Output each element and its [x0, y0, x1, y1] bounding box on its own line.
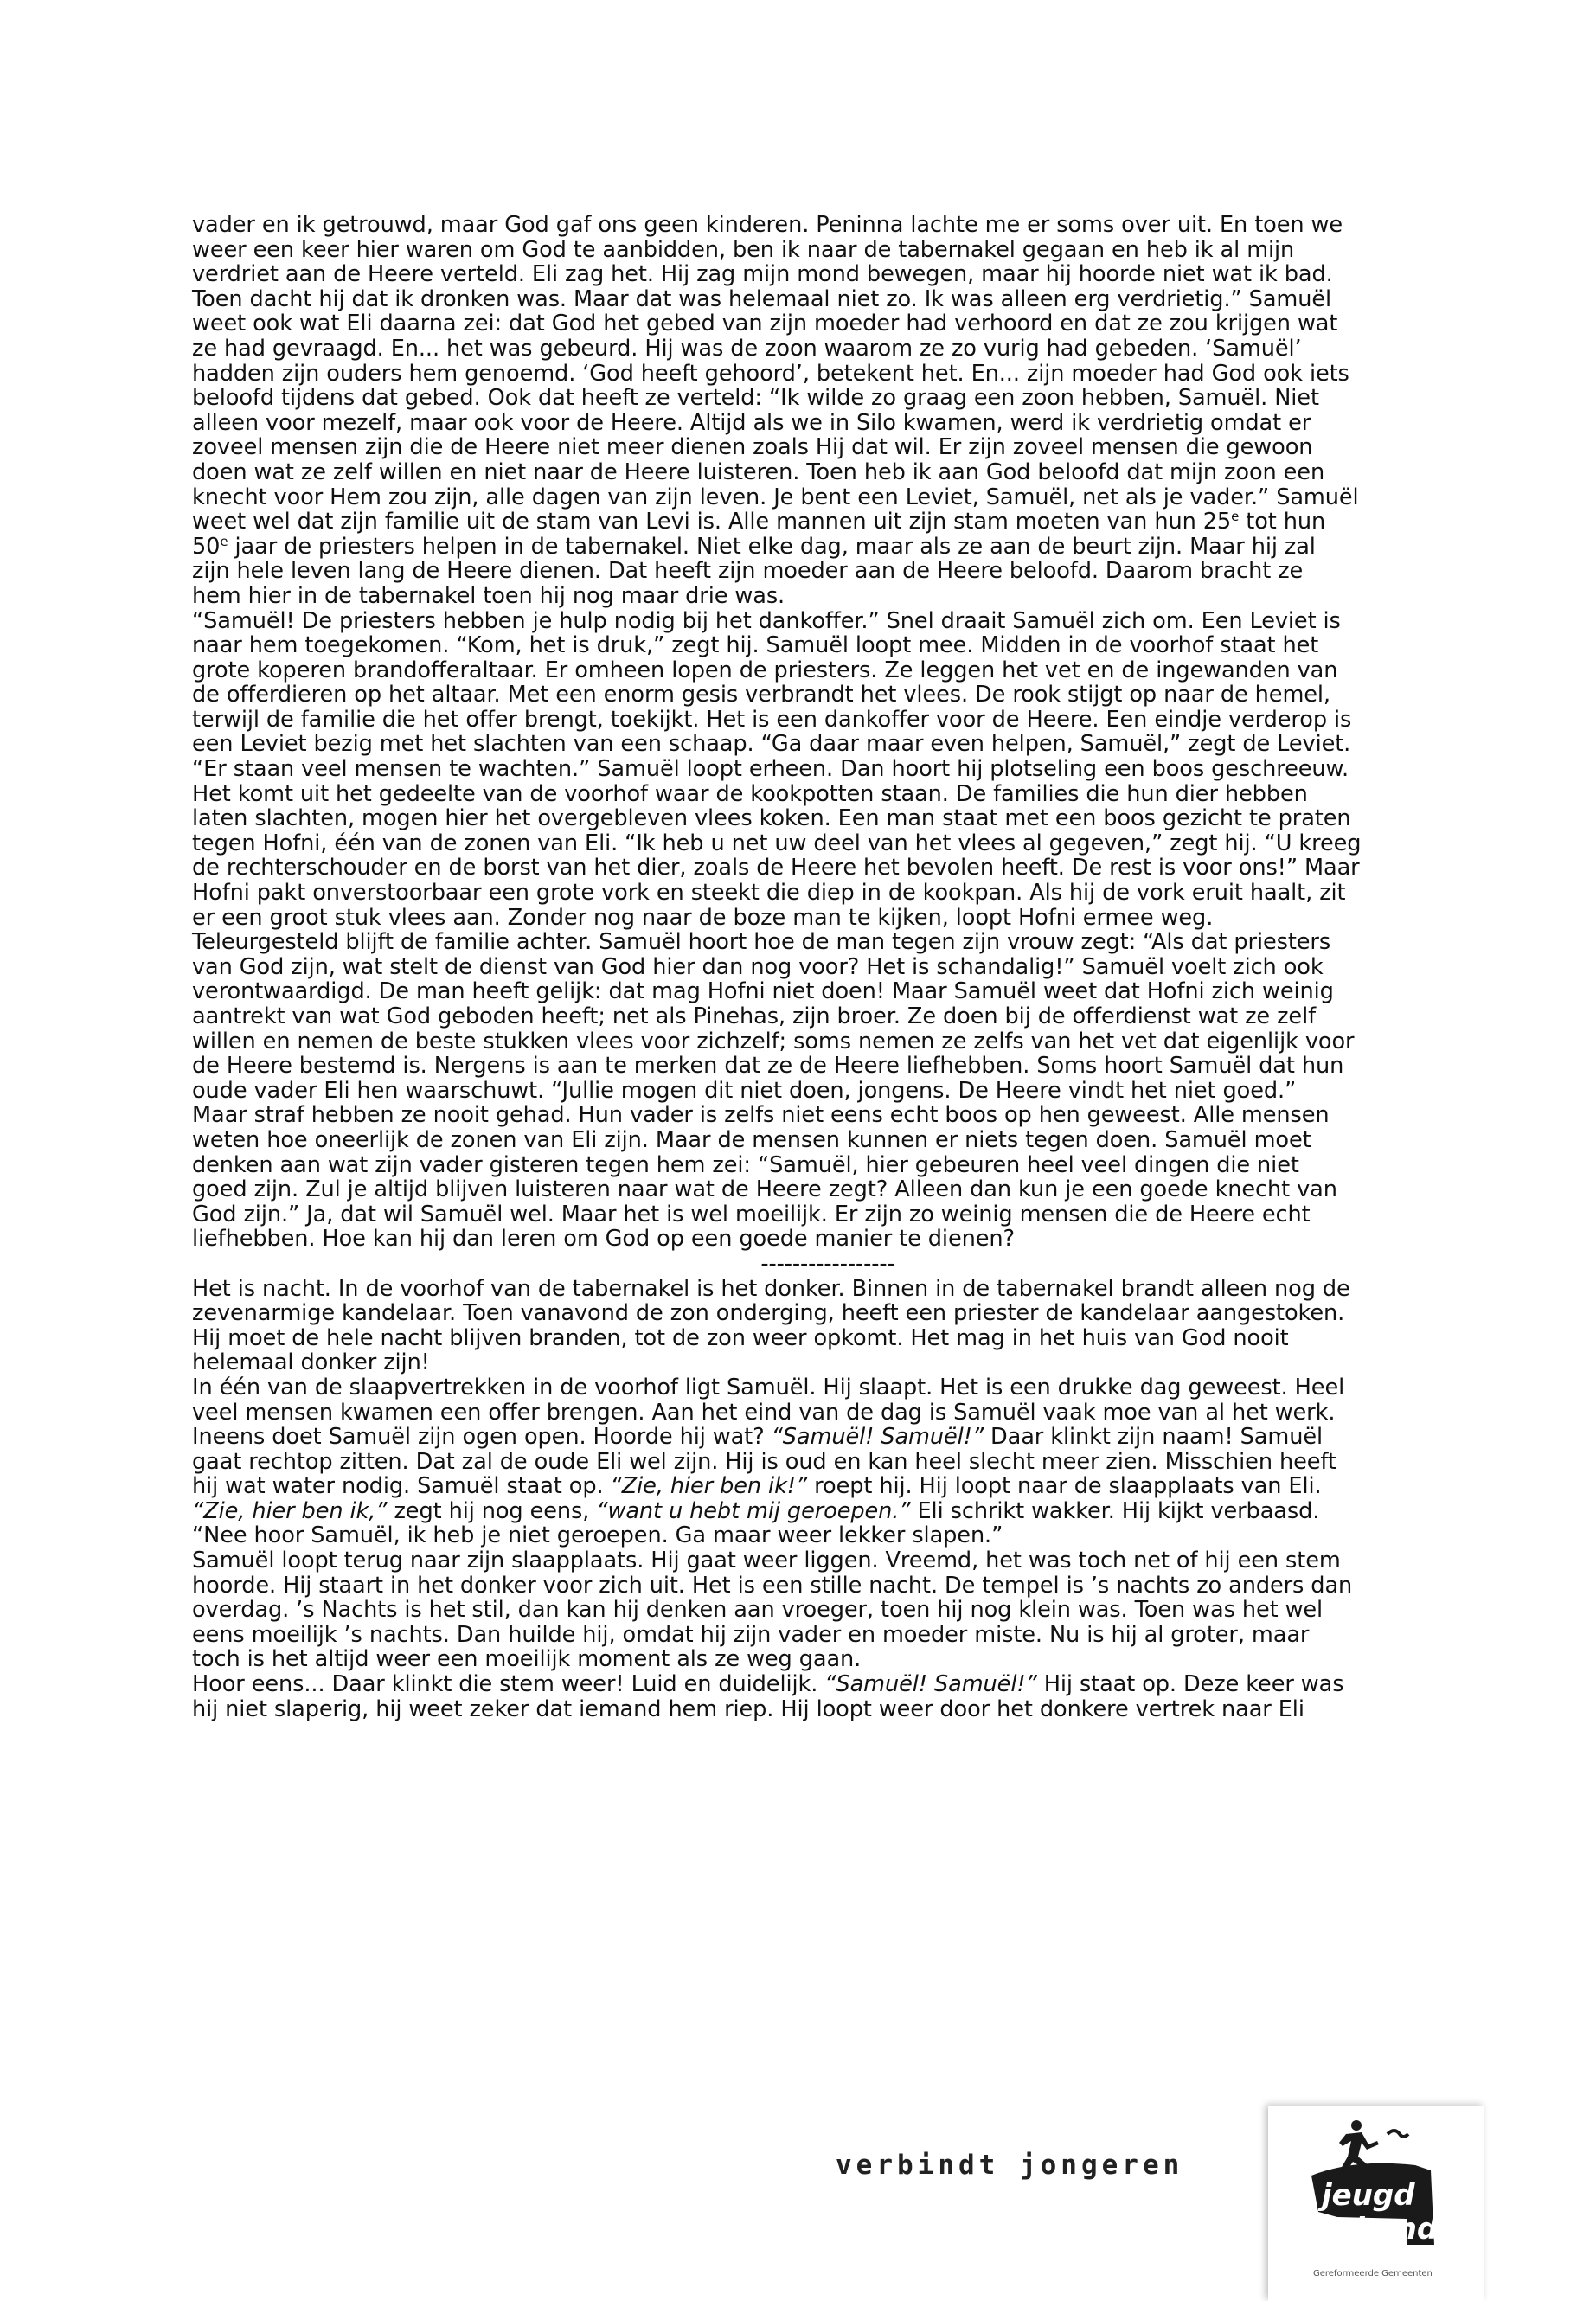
line-text: laten slachten, mogen hier het overgebleven vlees koken. Een man staat met een boos gezicht te praten [192, 805, 1351, 832]
italic-quote: “Zie, hier ben ik,” [192, 1497, 388, 1524]
line-text: “Nee hoor Samuël, ik heb je niet geroepen. Ga maar weer lekker slapen.” [192, 1522, 1003, 1549]
line-text: hij niet slaperig, hij weet zeker dat iemand hem riep. Hij loopt weer door het donkere vertrek naar Eli [192, 1695, 1304, 1722]
text-line [192, 1647, 1464, 1672]
line-text: vader en ik getrouwd, maar God gaf ons geen kinderen. Peninna lachte me er soms over uit. En toen we [192, 212, 1343, 238]
text-line [192, 584, 1464, 609]
text-line [192, 1054, 1464, 1079]
line-text: 50 [192, 533, 221, 560]
text-line [192, 1375, 1464, 1400]
text-line [192, 979, 1464, 1004]
text-line [192, 287, 1464, 312]
footer-tagline: verbindt jongeren [836, 2150, 1184, 2181]
line-text: helemaal donker zijn! [192, 1349, 430, 1376]
jeugdbond-logo [1268, 2106, 1484, 2301]
text-line [192, 1499, 1464, 1524]
line-text: hoorde. Hij staart in het donker voor zich uit. Het is een stille nacht. De tempel is ’s nachts zo anders dan [192, 1572, 1353, 1599]
line-text: hadden zijn ouders hem genoemd. ‘God heeft gehoord’, betekent het. En... zijn moeder had God ook iets [192, 360, 1349, 387]
text-line [192, 1598, 1464, 1623]
text-line [192, 386, 1464, 411]
line-text: hij wat water nodig. Samuël staat op. [192, 1473, 611, 1500]
line-text: Toen dacht hij dat ik dronken was. Maar dat was helemaal niet zo. Ik was alleen erg verdrietig.” Samuël [192, 285, 1332, 312]
line-text: verontwaardigd. De man heeft gelijk: dat mag Hofni niet doen! Maar Samuël weet dat Hofni zich weinig [192, 978, 1334, 1005]
text-line [192, 1153, 1464, 1178]
line-text: van God zijn, wat stelt de dienst van God hier dan nog voor? Het is schandalig!” Samuël voelt zich ook [192, 953, 1324, 980]
text-line [192, 411, 1464, 436]
text-line [192, 609, 1464, 634]
line-text: “Samuël! De priesters hebben je hulp nodig bij het dankoffer.” Snel draait Samuël zich om. Een Leviet is [192, 607, 1341, 634]
line-text: eens moeilijk ’s nachts. Dan huilde hij, omdat hij zijn vader en moeder miste. Nu is hij al groter, maar [192, 1621, 1310, 1648]
text-line [192, 757, 1464, 782]
text-line [192, 806, 1464, 831]
logo-graphic [1285, 2115, 1467, 2262]
text-line [192, 906, 1464, 931]
italic-quote: “Samuël! Samuël!” [824, 1671, 1037, 1698]
italic-quote: “Zie, hier ben ik!” [610, 1473, 808, 1500]
text-line [192, 1202, 1464, 1227]
line-text: Hoor eens... Daar klinkt die stem weer! Luid en duidelijk. [192, 1671, 825, 1698]
line-text: er een groot stuk vlees aan. Zonder nog naar de boze man te kijken, loopt Hofni ermee weg. [192, 904, 1214, 931]
line-text: Hij staat op. Deze keer was [1036, 1671, 1344, 1698]
line-text: jaar de priesters helpen in de tabernakel. Niet elke dag, maar als ze aan de beurt zijn. Maar hij zal [228, 533, 1316, 560]
line-text: de Heere bestemd is. Nergens is aan te merken dat ze de Heere liefhebben. Soms hoort Samuël dat hun [192, 1053, 1344, 1080]
line-text: Daar klinkt zijn naam! Samuël [983, 1424, 1323, 1451]
line-text: denken aan wat zijn vader gisteren tegen hem zei: “Samuël, hier gebeuren heel veel dingen die niet [192, 1151, 1299, 1178]
text-line [192, 732, 1464, 757]
text-line [192, 238, 1464, 263]
ordinal-superscript: e [1231, 509, 1240, 525]
line-text: Samuël loopt terug naar zijn slaapplaats. Hij gaat weer liggen. Vreemd, het was toch net of hij een stem [192, 1548, 1341, 1574]
text-line [192, 930, 1464, 955]
line-text: een Leviet bezig met het slachten van een schaap. “Ga daar maar even helpen, Samuël,” zegt de Leviet. [192, 731, 1351, 758]
line-text: zoveel mensen zijn die de Heere niet meer dienen zoals Hij dat wil. Er zijn zoveel mensen die gewoon [192, 434, 1313, 461]
line-text: veel mensen kwamen een offer brengen. Aan het eind van de dag is Samuël vaak moe van al het werk. [192, 1399, 1336, 1426]
line-text: ----------------- [760, 1250, 895, 1277]
text-line [192, 510, 1464, 535]
line-text: beloofd tijdens dat gebed. Ook dat heeft ze verteld: “Ik wilde zo graag een zoon hebben, Samuël. Niet [192, 385, 1319, 412]
italic-quote: “Samuël! Samuël!” [771, 1424, 984, 1451]
text-line [192, 1177, 1464, 1202]
italic-quote: “want u hebt mij geroepen.” [596, 1497, 911, 1524]
text-line [192, 262, 1464, 287]
line-text: aantrekt van wat God geboden heeft; net als Pinehas, zijn broer. Ze doen bij de offerdienst wat ze zelf [192, 1003, 1316, 1029]
text-line [192, 831, 1464, 856]
text-line [192, 559, 1464, 584]
text-line [192, 1672, 1464, 1697]
line-text: God zijn.” Ja, dat wil Samuël wel. Maar het is wel moeilijk. Er zijn zo weinig mensen die de Heere echt [192, 1201, 1311, 1227]
text-line [192, 485, 1464, 510]
text-line [192, 362, 1464, 387]
text-line [192, 460, 1464, 485]
text-line [192, 1301, 1464, 1326]
line-text: zegt hij nog eens, [387, 1497, 597, 1524]
text-line [192, 1029, 1464, 1054]
text-line [192, 336, 1464, 362]
line-text: roept hij. Hij loopt naar de slaapplaats van Eli. [807, 1473, 1322, 1500]
line-text: tot hun [1239, 509, 1326, 535]
text-line [192, 1623, 1464, 1648]
line-text: liefhebben. Hoe kan hij dan leren om God op een goede manier te dienen? [192, 1226, 1015, 1253]
text-line [192, 213, 1464, 238]
line-text: weer een keer hier waren om God te aanbidden, ben ik naar de tabernakel gegaan en heb ik al mijn [192, 236, 1295, 263]
line-text: Maar straf hebben ze nooit gehad. Hun vader is zelfs niet eens echt boos op hen geweest. Alle mensen [192, 1102, 1330, 1129]
line-text: knecht voor Hem zou zijn, alle dagen van zijn leven. Je bent een Leviet, Samuël, net als je vader.” Samuël [192, 484, 1359, 510]
line-text: zevenarmige kandelaar. Toen vanavond de zon onderging, heeft een priester de kandelaar aangestoken. [192, 1300, 1345, 1327]
text-line [192, 1548, 1464, 1574]
line-text: Hofni pakt onverstoorbaar een grote vork en steekt die diep in de kookpan. Als hij de vork eruit haalt, zit [192, 880, 1346, 907]
line-text: weet ook wat Eli daarna zei: dat God het gebed van zijn moeder had verhoord en dat ze zou krijgen wat [192, 311, 1338, 337]
line-text: Ineens doet Samuël zijn ogen open. Hoorde hij wat? [192, 1424, 772, 1451]
line-text: tegen Hofni, één van de zonen van Eli. “Ik heb u net uw deel van het vlees al gegeven,” zegt hij. “U kreeg [192, 830, 1362, 856]
line-text: Hij moet de hele nacht blijven branden, tot de zon weer opkomt. Het mag in het huis van God nooit [192, 1324, 1289, 1351]
line-text: hem hier in de tabernakel toen hij nog maar drie was. [192, 582, 785, 609]
text-line [192, 535, 1464, 560]
line-text: “Er staan veel mensen te wachten.” Samuël loopt erheen. Dan hoort hij plotseling een boos geschreeuw. [192, 756, 1349, 783]
text-line [192, 1425, 1464, 1450]
text-line [192, 1103, 1464, 1128]
text-line [192, 856, 1464, 881]
text-line [192, 1326, 1464, 1351]
line-text: Het is nacht. In de voorhof van de tabernakel is het donker. Binnen in de tabernakel brandt alleen nog de [192, 1275, 1350, 1302]
text-line [192, 881, 1464, 906]
text-line [192, 1004, 1464, 1029]
text-line [192, 311, 1464, 336]
text-line [192, 1474, 1464, 1499]
ordinal-superscript: e [220, 533, 228, 549]
line-text: Teleurgesteld blijft de familie achter. Samuël hoort hoe de man tegen zijn vrouw zegt: “Als dat priesters [192, 929, 1331, 956]
text-line [192, 1128, 1464, 1153]
line-text: weet wel dat zijn familie uit de stam van Levi is. Alle mannen uit zijn stam moeten van hun 25 [192, 509, 1232, 535]
logo-swoosh [1388, 2131, 1408, 2137]
line-text: ze had gevraagd. En... het was gebeurd. Hij was de zoon waarom ze zo vurig had gebeden. ‘Samuël’ [192, 335, 1302, 362]
line-text: Het komt uit het gedeelte van de voorhof waar de kookpotten staan. De families die hun dier hebben [192, 780, 1308, 807]
text-line [192, 1350, 1464, 1375]
text-line [192, 1697, 1464, 1722]
line-text: In één van de slaapvertrekken in de voorhof ligt Samuël. Hij slaapt. Het is een drukke dag geweest. Heel [192, 1374, 1345, 1400]
text-line [192, 1079, 1464, 1104]
text-line [192, 633, 1464, 658]
logo-subtitle: Gereformeerde Gemeenten [1313, 2269, 1433, 2279]
text-line [192, 1574, 1464, 1599]
line-text: Eli schrikt wakker. Hij kijkt verbaasd. [910, 1497, 1320, 1524]
line-text: weten hoe oneerlijk de zonen van Eli zijn. Maar de mensen kunnen er niets tegen doen. Samuël moet [192, 1126, 1311, 1153]
body-text [192, 213, 1464, 1721]
logo-word-2: bond [1355, 2212, 1439, 2247]
line-text: overdag. ’s Nachts is het stil, dan kan hij denken aan vroeger, toen hij nog klein was. Toen was het wel [192, 1597, 1324, 1624]
line-text: toch is het altijd weer een moeilijk moment als ze weg gaan. [192, 1646, 862, 1673]
text-line [192, 1450, 1464, 1475]
line-text: oude vader Eli hen waarschuwt. “Jullie mogen dit niet doen, jongens. De Heere vindt het niet goed.” [192, 1077, 1297, 1104]
line-text: naar hem toegekomen. “Kom, het is druk,” zegt hij. Samuël loopt mee. Midden in de voorhof staat het [192, 632, 1319, 659]
text-line [192, 435, 1464, 460]
text-line [192, 683, 1464, 708]
line-text: zijn hele leven lang de Heere dienen. Dat heeft zijn moeder aan de Heere beloofd. Daarom bracht ze [192, 558, 1304, 585]
text-line [192, 1277, 1464, 1302]
line-text: gaat rechtop zitten. Dat zal de oude Eli wel zijn. Hij is oud en kan heel slecht meer zien. Misschien heeft [192, 1448, 1336, 1475]
text-line [192, 782, 1464, 807]
line-text: verdriet aan de Heere verteld. Eli zag het. Hij zag mijn mond bewegen, maar hij hoorde niet wat ik bad. [192, 261, 1333, 288]
line-text: goed zijn. Zul je altijd blijven luisteren naar wat de Heere zegt? Alleen dan kun je een goede knecht van [192, 1176, 1337, 1203]
logo-word-1: jeugd [1322, 2178, 1415, 2213]
text-line [192, 708, 1464, 733]
text-line [192, 955, 1464, 980]
line-text: grote koperen brandofferaltaar. Er omheen lopen de priesters. Ze leggen het vet en de ingewanden van [192, 657, 1338, 683]
section-divider [192, 1252, 1464, 1277]
line-text: willen en nemen de beste stukken vlees voor zichzelf; soms nemen ze zelfs van het vet dat eigenlijk voor [192, 1028, 1355, 1054]
text-line [192, 1227, 1464, 1252]
line-text: doen wat ze zelf willen en niet naar de Heere luisteren. Toen heb ik aan God beloofd dat mijn zoon een [192, 458, 1325, 485]
line-text: de rechterschouder en de borst van het dier, zoals de Heere het bevolen heeft. De rest is voor ons!” Maar [192, 855, 1360, 881]
line-text: alleen voor mezelf, maar ook voor de Heere. Altijd als we in Silo kwamen, werd ik verdrietig omdat er [192, 409, 1311, 436]
line-text: de offerdieren op het altaar. Met een enorm gesis verbrandt het vlees. De rook stijgt op naar de hemel, [192, 682, 1330, 708]
line-text: terwijl de familie die het offer brengt, toekijkt. Het is een dankoffer voor de Heere. Een eindje verderop is [192, 706, 1352, 733]
text-line [192, 658, 1464, 683]
text-line [192, 1523, 1464, 1548]
text-line [192, 1400, 1464, 1426]
